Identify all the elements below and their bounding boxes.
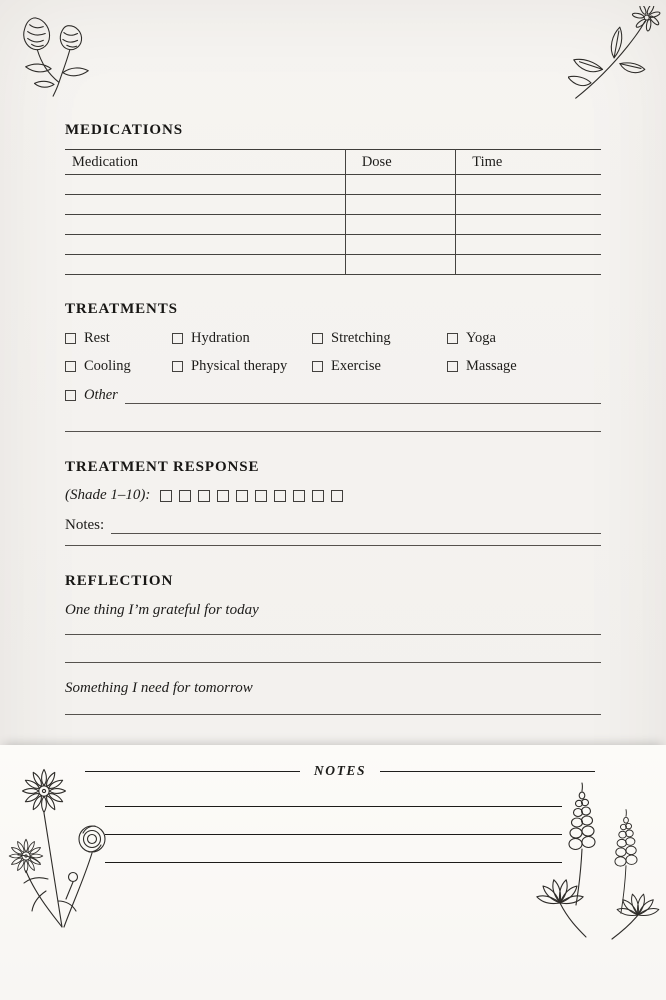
notes-ruled-lines — [105, 806, 562, 863]
cooling-checkbox[interactable] — [65, 361, 76, 372]
yoga-label: Yoga — [466, 330, 496, 346]
option-massage — [447, 358, 601, 375]
other-checkbox[interactable] — [65, 390, 76, 401]
massage-label: Massage — [466, 358, 517, 374]
medication-row — [65, 215, 601, 235]
herb-sprig-icon — [568, 6, 664, 104]
shade-box[interactable] — [255, 490, 267, 502]
time-cell[interactable] — [456, 215, 601, 235]
dose-cell[interactable] — [345, 235, 455, 255]
shade-box[interactable] — [217, 490, 229, 502]
notes-header-rule-right — [380, 771, 595, 772]
notes-line[interactable] — [105, 862, 562, 863]
gratitude-line-2[interactable] — [65, 662, 601, 663]
option-physical-therapy — [172, 358, 312, 375]
col-medication: Medication — [65, 150, 345, 175]
section-divider — [65, 431, 601, 432]
stretching-checkbox[interactable] — [312, 333, 323, 344]
other-input-line[interactable] — [125, 386, 601, 404]
exercise-label: Exercise — [331, 358, 381, 374]
notes-title: NOTES — [313, 763, 367, 778]
option-hydration — [172, 330, 312, 347]
rest-label: Rest — [84, 330, 110, 346]
col-time: Time — [456, 150, 601, 175]
shade-box[interactable] — [331, 490, 343, 502]
shade-scale-boxes — [160, 490, 343, 502]
col-dose: Dose — [345, 150, 455, 175]
medications-table — [65, 149, 601, 275]
section-medications — [65, 122, 601, 275]
shade-box[interactable] — [179, 490, 191, 502]
notes-header — [85, 763, 595, 779]
dose-cell[interactable] — [345, 215, 455, 235]
time-cell[interactable] — [456, 235, 601, 255]
chamomile-flowers-icon — [0, 757, 142, 935]
hydration-checkbox[interactable] — [172, 333, 183, 344]
option-cooling — [65, 358, 172, 375]
section-reflection — [65, 573, 601, 715]
reflection-title: REFLECTION — [65, 573, 174, 589]
response-notes-label: Notes: — [65, 517, 105, 533]
shade-box[interactable] — [198, 490, 210, 502]
gratitude-line-1[interactable] — [65, 634, 601, 635]
time-cell[interactable] — [456, 195, 601, 215]
medication-cell[interactable] — [65, 175, 345, 195]
cooling-label: Cooling — [84, 358, 131, 374]
yoga-checkbox[interactable] — [447, 333, 458, 344]
shade-box[interactable] — [274, 490, 286, 502]
bluebonnet-flowers-icon — [524, 775, 666, 943]
notes-line[interactable] — [105, 834, 562, 835]
section-treatments — [65, 301, 601, 404]
section-treatment-response — [65, 459, 601, 534]
tomorrow-line-1[interactable] — [65, 714, 601, 715]
time-cell[interactable] — [456, 175, 601, 195]
shade-box[interactable] — [160, 490, 172, 502]
response-notes-row — [65, 516, 601, 534]
treatment-response-title: TREATMENT RESPONSE — [65, 459, 260, 475]
shade-box[interactable] — [312, 490, 324, 502]
option-other — [65, 386, 601, 404]
thistle-flower-icon — [8, 12, 106, 102]
option-exercise — [312, 358, 447, 375]
medication-cell[interactable] — [65, 255, 345, 275]
shade-box[interactable] — [236, 490, 248, 502]
section-divider — [65, 545, 601, 546]
medication-row — [65, 175, 601, 195]
medication-cell[interactable] — [65, 195, 345, 215]
notes-line[interactable] — [105, 806, 562, 807]
physical-therapy-checkbox[interactable] — [172, 361, 183, 372]
treatment-options — [65, 330, 601, 375]
medication-row — [65, 195, 601, 215]
shade-scale-label: (Shade 1–10): — [65, 487, 151, 503]
notes-panel — [0, 745, 666, 1000]
other-label: Other — [84, 387, 118, 403]
option-rest — [65, 330, 172, 347]
option-stretching — [312, 330, 447, 347]
tomorrow-prompt: Something I need for tomorrow — [65, 680, 253, 696]
treatments-title: TREATMENTS — [65, 301, 178, 317]
stretching-label: Stretching — [331, 330, 391, 346]
rest-checkbox[interactable] — [65, 333, 76, 344]
dose-cell[interactable] — [345, 175, 455, 195]
medication-cell[interactable] — [65, 235, 345, 255]
dose-cell[interactable] — [345, 195, 455, 215]
shade-box[interactable] — [293, 490, 305, 502]
response-notes-input-line[interactable] — [111, 516, 601, 534]
medication-row — [65, 235, 601, 255]
medication-cell[interactable] — [65, 215, 345, 235]
hydration-label: Hydration — [191, 330, 250, 346]
medications-header-row — [65, 150, 601, 175]
option-yoga — [447, 330, 601, 347]
time-cell[interactable] — [456, 255, 601, 275]
medication-row — [65, 255, 601, 275]
page-content — [65, 122, 601, 715]
exercise-checkbox[interactable] — [312, 361, 323, 372]
dose-cell[interactable] — [345, 255, 455, 275]
shade-scale-row — [65, 487, 601, 504]
gratitude-prompt: One thing I’m grateful for today — [65, 602, 259, 618]
medications-title: MEDICATIONS — [65, 122, 183, 138]
physical-therapy-label: Physical therapy — [191, 358, 288, 374]
massage-checkbox[interactable] — [447, 361, 458, 372]
